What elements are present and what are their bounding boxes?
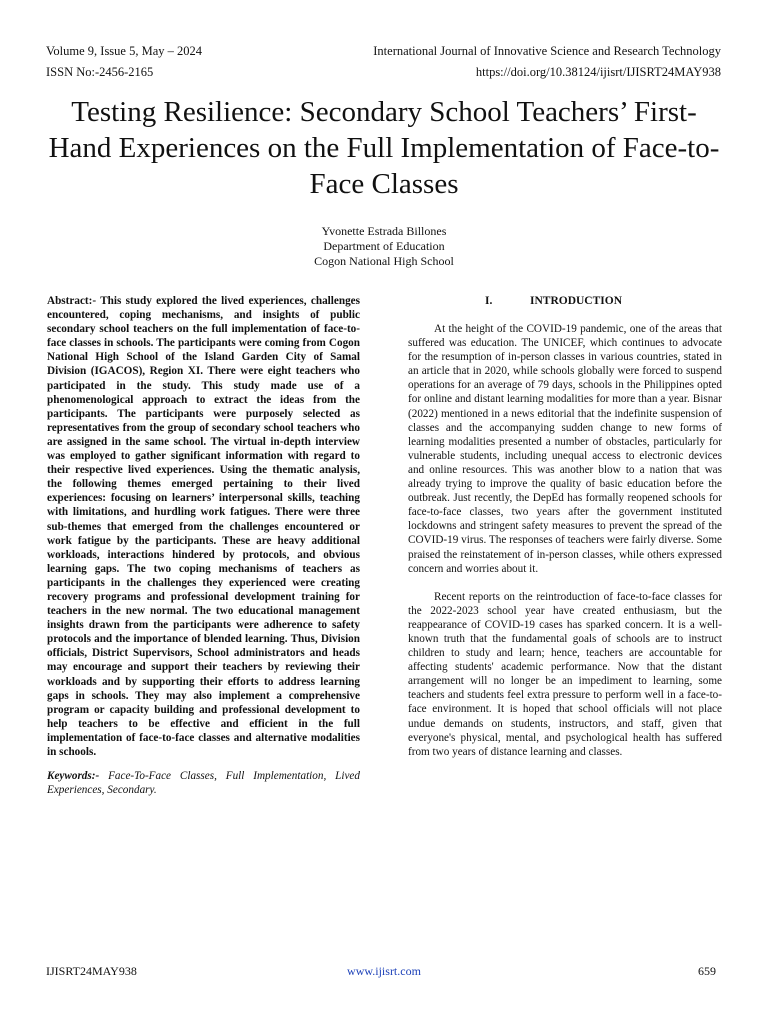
intro-paragraph-1: At the height of the COVID-19 pandemic, one of the areas that suffered was education. The UNICEF, which continues to advocate for the resumption of in-person classes in various countries, stated in an article that in 2020, while schools globally were forced to suspend operations for an average of 79 days, schools in the Philippines opted for online and distant learning modalities for more than a year. Bisnar (2022) mentioned in a news editorial that the indefinite suspension of classes and the accompanying sudden change to new forms of learning modalities presented a number of obstacles, particularly for vulnerable students, including unequal access to electronic devices and online resources. This was another blow to a nation that was already trying to improve the quality of basic education before the outbreak. Just recently, the DepEd has formally reopened schools for face-to-face classes, two years after the government instituted lockdowns and stringent safety measures to prevent the spread of the COVID-19 virus. The responses of teachers were fairly diverse. Some praised the reinstatement of in-person classes, while others expressed concern and worries about it. bbox=[408, 323, 722, 575]
footer-website-link[interactable]: www.ijisrt.com bbox=[347, 964, 421, 978]
abstract-column bbox=[47, 294, 360, 797]
doi-link[interactable]: https://doi.org/10.38124/ijisrt/IJISRT24MAY938 bbox=[475, 65, 721, 79]
author-block bbox=[0, 224, 768, 269]
keywords bbox=[47, 769, 360, 797]
author-school: Cogon National High School bbox=[314, 254, 454, 268]
journal-name: International Journal of Innovative Science and Research Technology bbox=[373, 44, 721, 58]
keywords-label: Keywords:- bbox=[47, 770, 100, 783]
section-number: I. bbox=[485, 295, 493, 307]
keywords-list: Face-To-Face Classes, Full Implementation, Lived Experiences, Secondary. bbox=[47, 770, 360, 797]
introduction-column bbox=[408, 294, 722, 759]
intro-paragraph-2: Recent reports on the reintroduction of face-to-face classes for the 2022-2023 school year have created enthusiasm, but the reappearance of COVID-19 cases has sparked concern. It is a well-known truth that the fundamental goals of schools are to instruct children to study and learn; hence, teachers are accountable for affecting students' academic performance. Now that the distant arrangement will no longer be an impediment to learning, some teachers and students feel extra pressure to perform well in a face-to-face environment. It is hoped that school officials will not place undue demands on students, instructors, and staff, given that everyone's physical, mental, and psychological health has suffered from two years of distance learning and classes. bbox=[408, 590, 722, 758]
journal-volume: Volume 9, Issue 5, May – 2024 bbox=[46, 44, 203, 58]
section-heading bbox=[408, 294, 722, 308]
footer-paper-id: IJISRT24MAY938 bbox=[46, 964, 137, 978]
page-number: 659 bbox=[698, 964, 716, 978]
journal-issn: ISSN No:-2456-2165 bbox=[46, 65, 154, 79]
author-name: Yvonette Estrada Billones bbox=[321, 224, 447, 238]
author-department: Department of Education bbox=[323, 239, 445, 253]
section-title: INTRODUCTION bbox=[530, 295, 623, 307]
paper-title: Testing Resilience: Secondary School Teachers’ First-Hand Experiences on the Full Implementation of Face-to-Face Classes bbox=[48, 96, 720, 200]
abstract-text: Abstract:- This study explored the lived experiences, challenges encountered, coping mechanisms, and insights of public secondary school teachers on the full implementation of face-to-face classes in schools. The participants were coming from Cogon National High School of the Island Garden City of Samal Division (IGACOS), Region XI. There were eight teachers who participated in the study. This study made use of a phenomenological approach to extract the ideas from the participants. The participants were purposely selected as representatives from the group of secondary school teachers who are assigned in the same school. The virtual in-depth interview was employed to gather significant information with regard to their respective lived experiences. Using the thematic analysis, the following themes emerged pertaining to their lived experiences: focusing on learners’ interpersonal skills, teaching with limitations, and hurdling work fatigues. There were three sub-themes that emerged from the challenges encountered or work fatigue by the participants. These are heavy additional workloads, interactions hindered by protocols, and obvious learning gaps. The two coping mechanisms of teachers as participants in the challenges they experienced were creating recovery programs and professional development training for teachers in the new normal. The two educational management insights drawn from the participants were adherence to safety protocols and the importance of blended learning. Thus, Division officials, District Supervisors, School administrators and heads may encourage and support their teachers by reviewing their workloads and by supporting their efforts to address learning gaps in schools. They may also implement a comprehensive program or capacity building and professional development to help teachers to be effective and efficient in the full implementation of face-to-face classes and alternative modalities in schools. bbox=[47, 295, 360, 758]
